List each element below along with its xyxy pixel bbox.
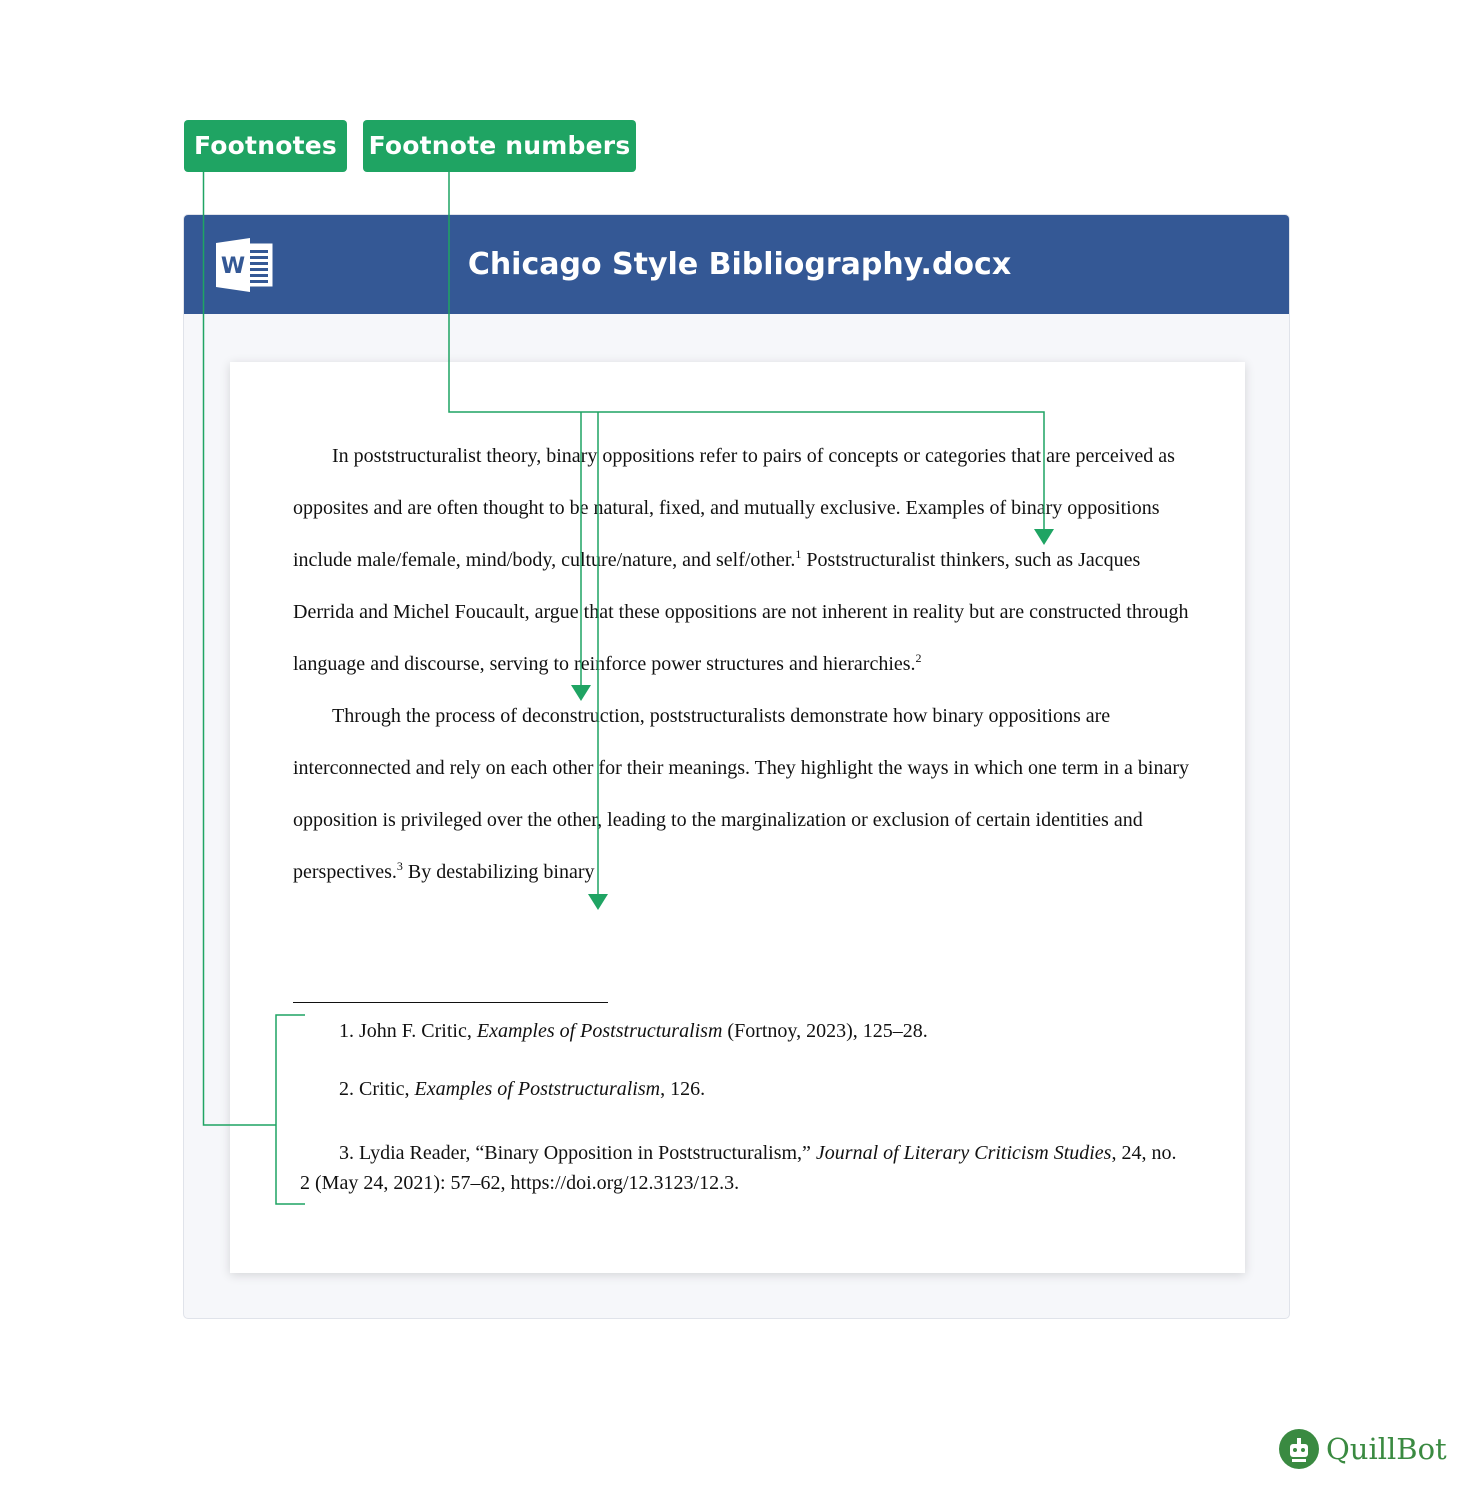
paragraph-1-text-a: In poststructuralist theory, binary oppositions refer to pairs of concepts or categories that are perceived as opposites and are often thought to be natural, fixed, and mutually exclusive. Examples of binary oppositions include male/female, mind/body, culture/nature, and self/other. (293, 445, 1175, 571)
paragraph-1 (293, 430, 1203, 690)
paragraph-1-text-b: Poststructuralist thinkers, such as Jacques Derrida and Michel Foucault, argue that these oppositions are not inherent in reality but are constructed through language and discourse, serving to reinforce power structures and hierarchies. (293, 549, 1189, 675)
document-window (183, 214, 1290, 1319)
footnote-number-2: 2 (915, 651, 922, 665)
title-bar (184, 215, 1289, 314)
footnote-number-3: 3 (396, 859, 403, 873)
footnote-2-prefix: 2. Critic, (339, 1078, 415, 1100)
word-icon-letter: W (220, 254, 246, 279)
footnote-2-suffix: , 126. (660, 1078, 706, 1100)
footnote-3-suffix: , 24, no. 2 (May 24, 2021): 57–62, https://doi.org/12.3123/12.3. (300, 1142, 1177, 1194)
footnote-numbers-callout-label: Footnote numbers (363, 120, 636, 172)
footnote-1-prefix: 1. John F. Critic, (339, 1020, 477, 1042)
footnote-1 (300, 1016, 1180, 1046)
paragraph-2-text-b: By destabilizing binary (402, 861, 595, 883)
footnote-separator (293, 1002, 608, 1003)
paragraph-2 (293, 690, 1203, 898)
footnote-1-suffix: (Fortnoy, 2023), 125–28. (722, 1020, 928, 1042)
footnote-3-title: Journal of Literary Criticism Studies (815, 1142, 1112, 1164)
footnote-2-title: Examples of Poststructuralism (414, 1078, 661, 1100)
footnote-3-prefix: 3. Lydia Reader, “Binary Opposition in Poststructuralism,” (339, 1142, 816, 1164)
paragraph-2-text-a: Through the process of deconstruction, poststructuralists demonstrate how binary oppositions are interconnected and rely on each other for their meanings. They highlight the ways in which one term in a binary opposition is privileged over the other, leading to the marginalization or exclusion of certain identities and perspectives. (293, 705, 1190, 883)
footnote-number-1: 1 (795, 547, 802, 561)
footnote-3 (300, 1138, 1180, 1198)
quillbot-robot-icon (1278, 1428, 1322, 1472)
document-page (230, 362, 1245, 1273)
footnote-2 (300, 1074, 1180, 1104)
document-body (293, 430, 1203, 898)
footnotes-callout-label: Footnotes (184, 120, 347, 172)
quillbot-logo-text: QuillBot (1326, 1432, 1447, 1466)
footnote-1-title: Examples of Poststructuralism (476, 1020, 723, 1042)
quillbot-logo (1278, 1428, 1448, 1472)
document-title: Chicago Style Bibliography.docx (467, 247, 1012, 282)
